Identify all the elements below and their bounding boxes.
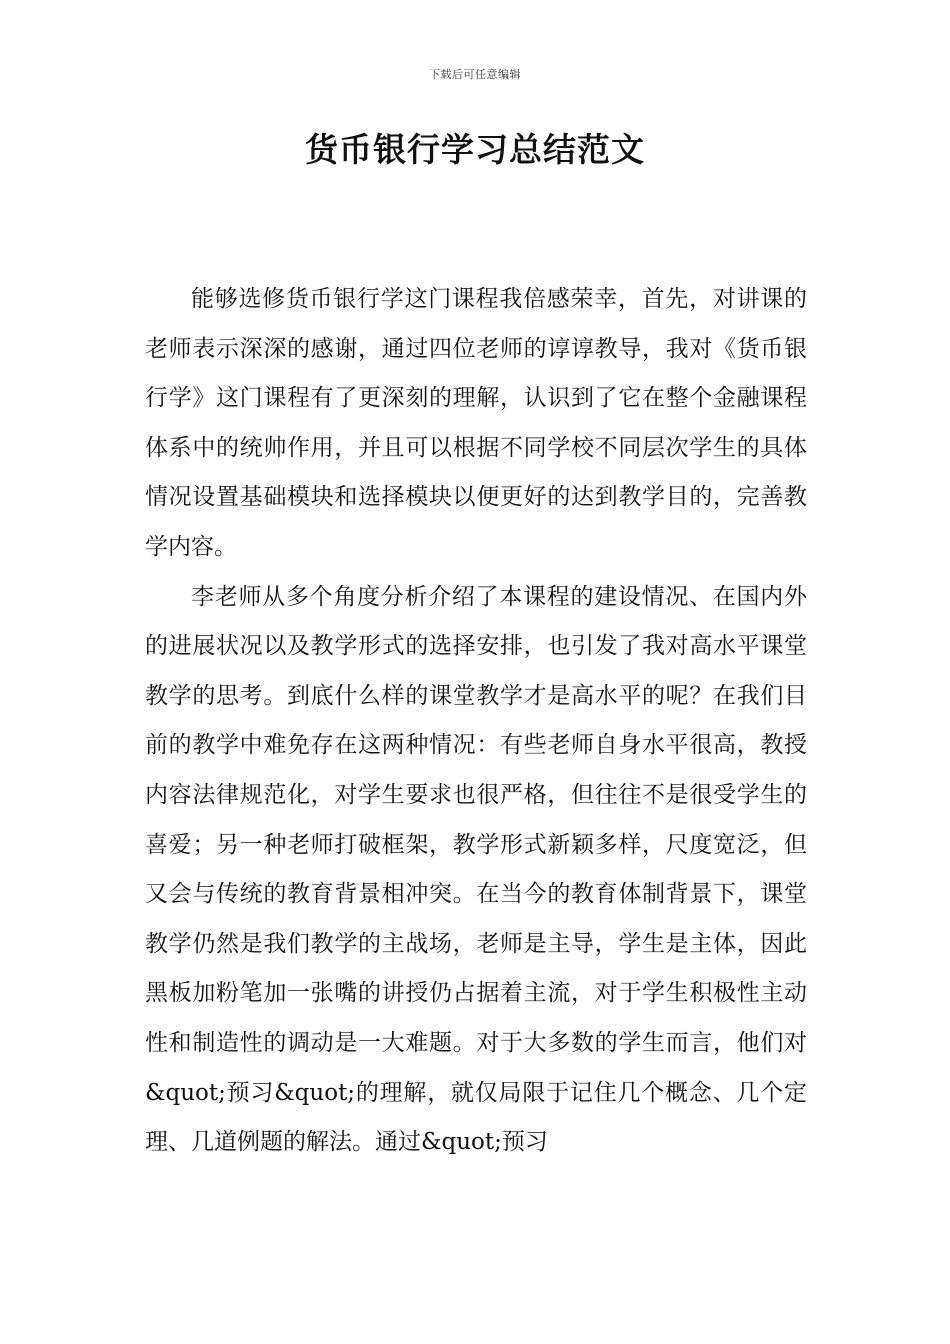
header-note: 下载后可任意编辑 [429,68,521,81]
page-title: 货币银行学习总结范文 [305,130,645,169]
paragraph: 李老师从多个角度分析介绍了本课程的建设情况、在国内外的进展状况以及教学形式的选择安排，也引发了我对高水平课堂教学的思考。到底什么样的课堂教学才是高水平的呢？在我们目前的教学中难免存在这两种情况：有些老师自身水平很高，教授内容法律规范化，对学生要求也很严格，但往往不是很受学生的喜爱；另一种老师打破框架，教学形式新颖多样，尺度宽泛，但又会与传统的教育背景相冲突。在当今的教育体制背景下，课堂教学仍然是我们教学的主战场，老师是主导，学生是主体，因此黑板加粉笔加一张嘴的讲授仍占据着主流，对于学生积极性主动性和制造性的调动是一大难题。对于大多数的学生而言，他们对&quot;预习&quot;的理解，就仅局限于记住几个概念、几个定理、几道例题的解法。通过&quot;预习 [145,583,807,1156]
document-body [145,275,807,1168]
paragraph: 能够选修货币银行学这门课程我倍感荣幸，首先，对讲课的老师表示深深的感谢，通过四位老师的谆谆教导，我对《货币银行学》这门课程有了更深刻的理解，认识到了它在整个金融课程体系中的统帅作用，并且可以根据不同学校不同层次学生的具体情况设置基础模块和选择模块以便更好的达到教学目的，完善教学内容。 [145,286,807,560]
